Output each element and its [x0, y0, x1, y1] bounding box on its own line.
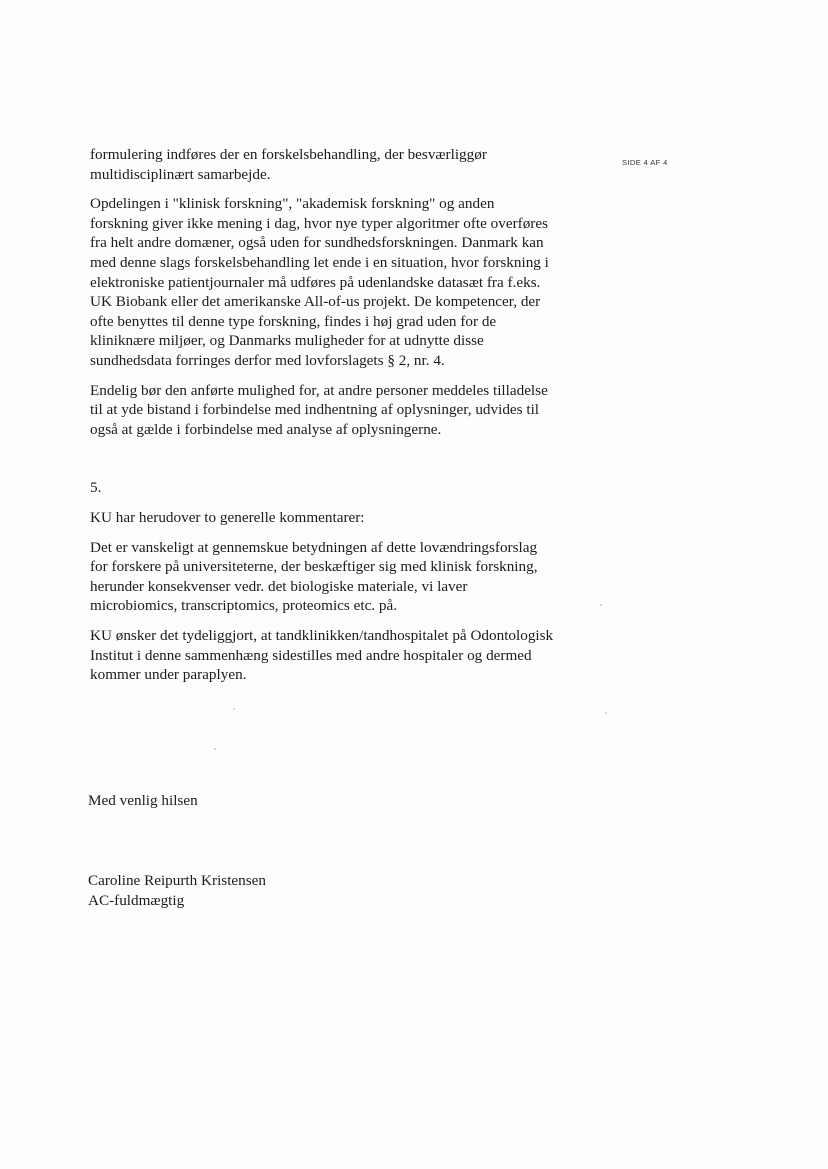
paragraph-formulering: [90, 145, 610, 184]
text-line: Det er vanskeligt at gennemskue betydningen af dette lovændringsforslag: [90, 538, 538, 556]
signatory-name: Caroline Reipurth Kristensen: [88, 872, 266, 889]
text-line: Institut i denne sammenhæng sidestilles med andre hospitaler og dermed: [90, 646, 532, 664]
signatory-title: AC-fuldmægtig: [88, 891, 185, 909]
text-line: formulering indføres der en forskelsbehandling, der besværliggør: [90, 146, 487, 163]
text-line: ofte benyttes til denne type forskning, findes i høj grad uden for de: [90, 312, 497, 330]
section-number: 5.: [90, 479, 102, 496]
text-line: UK Biobank eller det amerikanske All-of-us projekt. De kompetencer, der: [90, 293, 541, 311]
text-line: for forskere på universiteterne, der beskæftiger sig med klinisk forskning,: [90, 558, 538, 576]
body-text-section-5: [90, 508, 610, 685]
text-line: kliniknære miljøer, og Danmarks muligheder for at udnytte disse: [90, 332, 484, 350]
scan-speck: [233, 708, 235, 710]
page-number: SIDE 4 AF 4: [622, 158, 668, 167]
text-line: også at gælde i forbindelse med analyse af oplysningerne.: [90, 420, 442, 438]
paragraph-endelig: [90, 381, 610, 440]
signature-block: [88, 871, 266, 910]
text-line: forskning giver ikke mening i dag, hvor nye typer algoritmer ofte overføres: [90, 214, 549, 232]
text-line: med denne slags forskelsbehandling let ende i en situation, hvor forskning i: [90, 253, 549, 271]
text-line: Opdelingen i "klinisk forskning", "akademisk forskning" og anden: [90, 195, 495, 213]
text-line: multidisciplinært samarbejde.: [90, 165, 271, 183]
scan-speck: [605, 712, 607, 714]
text-line: sundhedsdata forringes derfor med lovforslagets § 2, nr. 4.: [90, 351, 445, 369]
paragraph-intro: [90, 508, 610, 528]
text-line: microbiomics, transcriptomics, proteomics etc. på.: [90, 597, 398, 615]
text-line: fra helt andre domæner, også uden for sundhedsforskningen. Danmark kan: [90, 234, 544, 252]
text-line: Endelig bør den anførte mulighed for, at andre personer meddeles tilladelse: [90, 381, 548, 399]
text-line: til at yde bistand i forbindelse med indhentning af oplysninger, udvides til: [90, 401, 540, 419]
body-text-top: [90, 145, 610, 439]
text-line: KU ønsker det tydeliggjort, at tandklinikken/tandhospitalet på Odontologisk: [90, 626, 554, 644]
scan-speck: [600, 604, 602, 606]
text-line: kommer under paraplyen.: [90, 666, 247, 684]
paragraph-tydeliggjort: [90, 626, 610, 685]
text-line: herunder konsekvenser vedr. det biologiske materiale, vi laver: [90, 577, 468, 595]
closing-greeting: Med venlig hilsen: [88, 792, 198, 809]
text-line: KU har herudover to generelle kommentarer:: [90, 509, 365, 526]
scan-speck: [214, 748, 216, 750]
paragraph-vanskeligt: [90, 538, 610, 616]
paragraph-opdelingen: [90, 194, 610, 370]
text-line: elektroniske patientjournaler må udføres på udenlandske datasæt fra f.eks.: [90, 273, 541, 291]
